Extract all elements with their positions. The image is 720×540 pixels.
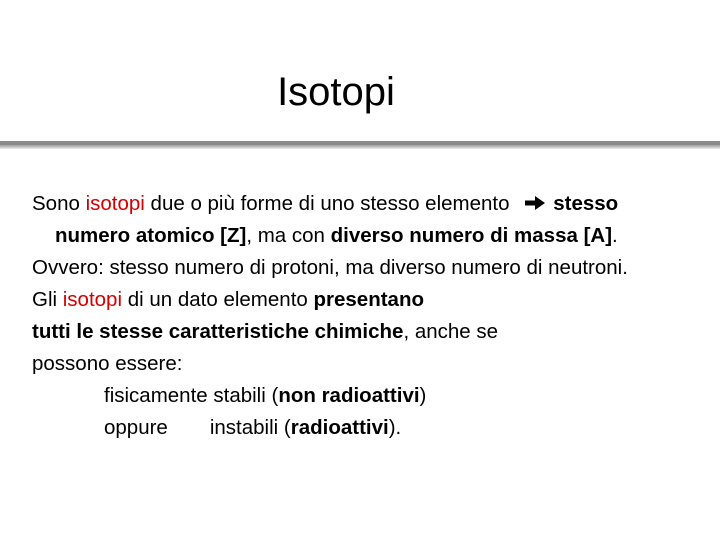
slide-title: Isotopi — [277, 70, 395, 114]
isotopi-highlight: isotopi — [85, 192, 145, 215]
text-segment: Ovvero: stesso numero di protoni, ma diverso numero di neutroni. — [32, 256, 628, 279]
text-segment: , anche se — [403, 320, 499, 343]
right-arrow-icon — [524, 195, 546, 211]
atomic-number-term: stesso numero atomico [Z] — [55, 192, 619, 247]
slide-body — [32, 188, 692, 444]
chemical-properties-line — [32, 316, 692, 348]
radioactive-term: radioattivi — [290, 416, 389, 439]
text-segment: instabili ( — [209, 416, 291, 439]
text-segment: oppure — [104, 416, 168, 439]
mass-number-term: diverso numero di massa [A] — [330, 224, 613, 247]
text-segment: Sono — [32, 192, 86, 215]
properties-line — [32, 284, 692, 316]
text-segment: fisicamente stabili ( — [104, 384, 279, 407]
title-divider-shadow — [0, 145, 720, 149]
unstable-option-line — [32, 412, 692, 444]
text-segment: due o più forme di uno stesso elemento — [144, 192, 510, 215]
text-segment: ). — [388, 416, 402, 439]
text-segment: di un dato elemento — [122, 288, 314, 311]
protons-neutrons-paragraph — [32, 252, 692, 284]
text-segment: . — [612, 224, 618, 247]
can-be-line — [32, 348, 692, 380]
text-segment: ) — [419, 384, 427, 407]
text-segment: , ma con — [246, 224, 331, 247]
presentano-term: presentano — [313, 288, 424, 311]
text-segment: Gli — [32, 288, 63, 311]
stable-option-line — [32, 380, 692, 412]
chemical-properties-term: tutti le stesse caratteristiche chimiche — [32, 320, 404, 343]
text-segment: possono essere: — [32, 352, 183, 375]
non-radioactive-term: non radioattivi — [278, 384, 420, 407]
definition-paragraph — [32, 188, 692, 252]
isotopi-highlight: isotopi — [62, 288, 123, 311]
